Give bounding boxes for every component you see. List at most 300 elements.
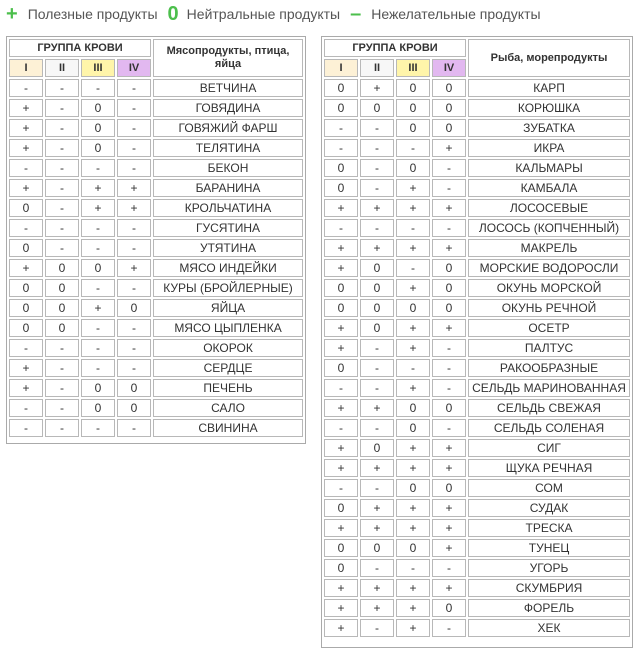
- blood-type-2-value: -: [360, 559, 394, 577]
- blood-type-4-value: +: [117, 179, 151, 197]
- blood-type-2-value: -: [45, 99, 79, 117]
- fish-table-container: [321, 36, 633, 648]
- blood-type-2-value: 0: [360, 99, 394, 117]
- product-name: ПЕЧЕНЬ: [153, 379, 303, 397]
- blood-type-3-value: +: [396, 239, 430, 257]
- table-row: [324, 279, 630, 297]
- blood-type-3-value: +: [396, 579, 430, 597]
- blood-type-1-value: +: [324, 399, 358, 417]
- blood-type-3-value: -: [396, 259, 430, 277]
- blood-type-3-value: -: [81, 159, 115, 177]
- blood-type-1-value: 0: [9, 319, 43, 337]
- meat-group-header: ГРУППА КРОВИ: [9, 39, 151, 57]
- blood-type-3-value: +: [81, 299, 115, 317]
- fish-table: [322, 37, 632, 639]
- blood-type-1-value: -: [9, 159, 43, 177]
- blood-type-3-value: 0: [81, 139, 115, 157]
- table-row: [324, 139, 630, 157]
- table-row: [324, 359, 630, 377]
- product-name: ОКОРОК: [153, 339, 303, 357]
- product-name: ТУНЕЦ: [468, 539, 630, 557]
- blood-type-2-value: +: [360, 579, 394, 597]
- blood-type-2-value: -: [45, 339, 79, 357]
- blood-type-2-value: -: [45, 219, 79, 237]
- table-row: [9, 419, 303, 437]
- table-row: [324, 179, 630, 197]
- blood-type-4-value: 0: [432, 599, 466, 617]
- blood-type-1-value: 0: [324, 279, 358, 297]
- blood-type-1-value: -: [324, 119, 358, 137]
- blood-type-2: II: [45, 59, 79, 77]
- blood-type-1-value: -: [324, 379, 358, 397]
- blood-type-2: II: [360, 59, 394, 77]
- table-row: [9, 119, 303, 137]
- blood-type-1-value: 0: [9, 239, 43, 257]
- blood-type-2-value: 0: [360, 539, 394, 557]
- fish-group-header: ГРУППА КРОВИ: [324, 39, 466, 57]
- blood-type-1: I: [9, 59, 43, 77]
- product-name: СУДАК: [468, 499, 630, 517]
- blood-type-3-value: 0: [396, 79, 430, 97]
- blood-type-4-value: -: [117, 139, 151, 157]
- blood-type-4-value: -: [117, 119, 151, 137]
- product-name: ГУСЯТИНА: [153, 219, 303, 237]
- product-name: КРОЛЬЧАТИНА: [153, 199, 303, 217]
- blood-type-2-value: 0: [360, 279, 394, 297]
- blood-type-2-value: +: [360, 519, 394, 537]
- table-row: [9, 339, 303, 357]
- blood-type-3: III: [81, 59, 115, 77]
- blood-type-3-value: -: [81, 319, 115, 337]
- product-name: СЕЛЬДЬ МАРИНОВАННАЯ: [468, 379, 630, 397]
- fish-table-body: [324, 79, 630, 637]
- legend-minus-symbol: –: [350, 3, 362, 25]
- product-name: РАКООБРАЗНЫЕ: [468, 359, 630, 377]
- table-row: [324, 99, 630, 117]
- blood-type-1-value: -: [9, 419, 43, 437]
- blood-type-4-value: +: [432, 239, 466, 257]
- blood-type-1-value: +: [324, 439, 358, 457]
- blood-type-2-value: -: [360, 619, 394, 637]
- blood-type-4-value: 0: [432, 119, 466, 137]
- blood-type-4-value: -: [432, 219, 466, 237]
- blood-type-2-value: +: [360, 239, 394, 257]
- product-name: ХЕК: [468, 619, 630, 637]
- blood-type-3-value: +: [396, 379, 430, 397]
- blood-type-2-value: -: [360, 159, 394, 177]
- blood-type-1-value: +: [324, 599, 358, 617]
- blood-type-4-value: +: [432, 519, 466, 537]
- blood-type-3-value: +: [396, 279, 430, 297]
- blood-type-3-value: +: [81, 179, 115, 197]
- fish-header-row: [324, 39, 630, 57]
- blood-type-2-value: -: [45, 199, 79, 217]
- blood-type-2-value: +: [360, 499, 394, 517]
- blood-type-1-value: +: [9, 99, 43, 117]
- blood-type-3-value: +: [396, 519, 430, 537]
- product-name: КОРЮШКА: [468, 99, 630, 117]
- meat-table-body: [9, 79, 303, 437]
- product-name: УТЯТИНА: [153, 239, 303, 257]
- blood-type-4-value: -: [117, 219, 151, 237]
- blood-type-2-value: 0: [360, 319, 394, 337]
- table-row: [9, 139, 303, 157]
- table-row: [324, 119, 630, 137]
- blood-type-4-value: 0: [117, 379, 151, 397]
- product-name: ЗУБАТКА: [468, 119, 630, 137]
- product-name: КАРП: [468, 79, 630, 97]
- product-name: ЩУКА РЕЧНАЯ: [468, 459, 630, 477]
- blood-type-2-value: -: [45, 239, 79, 257]
- blood-type-3-value: +: [396, 459, 430, 477]
- blood-type-3-value: +: [396, 199, 430, 217]
- table-row: [324, 219, 630, 237]
- table-row: [9, 279, 303, 297]
- product-name: ОКУНЬ МОРСКОЙ: [468, 279, 630, 297]
- blood-type-3-value: 0: [396, 299, 430, 317]
- blood-type-4-value: 0: [432, 479, 466, 497]
- product-name: ГОВЯЖИЙ ФАРШ: [153, 119, 303, 137]
- blood-type-4-value: -: [432, 419, 466, 437]
- blood-type-2-value: -: [360, 119, 394, 137]
- blood-type-2-value: +: [360, 399, 394, 417]
- blood-type-2-value: -: [45, 359, 79, 377]
- legend-plus-symbol: +: [6, 3, 18, 25]
- product-name: ОСЕТР: [468, 319, 630, 337]
- blood-type-4-value: 0: [432, 99, 466, 117]
- table-row: [324, 559, 630, 577]
- blood-type-4-value: +: [432, 139, 466, 157]
- blood-type-3-value: -: [396, 139, 430, 157]
- blood-type-2-value: -: [360, 379, 394, 397]
- legend-plus-label: Полезные продукты: [27, 6, 158, 22]
- blood-type-2-value: +: [360, 79, 394, 97]
- blood-type-2-value: -: [45, 79, 79, 97]
- table-row: [324, 239, 630, 257]
- legend-minus-label: Нежелательные продукты: [371, 6, 541, 22]
- blood-type-2-value: -: [45, 119, 79, 137]
- product-name: ПАЛТУС: [468, 339, 630, 357]
- product-name: ВЕТЧИНА: [153, 79, 303, 97]
- blood-type-4-value: 0: [432, 299, 466, 317]
- table-row: [9, 159, 303, 177]
- table-row: [324, 459, 630, 477]
- blood-type-4-value: -: [117, 99, 151, 117]
- blood-type-2-value: -: [45, 179, 79, 197]
- blood-type-1-value: +: [9, 119, 43, 137]
- blood-type-3-value: 0: [81, 379, 115, 397]
- blood-type-4-value: 0: [117, 399, 151, 417]
- blood-type-2-value: 0: [360, 259, 394, 277]
- blood-type-3-value: +: [396, 339, 430, 357]
- blood-type-4-value: -: [432, 559, 466, 577]
- blood-type-3-value: 0: [81, 259, 115, 277]
- meat-header-row: [9, 39, 303, 57]
- blood-type-2-value: +: [360, 459, 394, 477]
- blood-type-4-value: -: [432, 359, 466, 377]
- product-name: СИГ: [468, 439, 630, 457]
- table-row: [9, 199, 303, 217]
- blood-type-1-value: +: [324, 519, 358, 537]
- blood-type-4-value: -: [117, 419, 151, 437]
- table-row: [324, 319, 630, 337]
- product-name: ФОРЕЛЬ: [468, 599, 630, 617]
- blood-type-1-value: +: [324, 339, 358, 357]
- legend-zero-symbol: 0: [167, 3, 179, 25]
- blood-type-2-value: -: [360, 179, 394, 197]
- product-name: КАМБАЛА: [468, 179, 630, 197]
- blood-type-1-value: 0: [9, 299, 43, 317]
- blood-type-1-value: 0: [324, 159, 358, 177]
- blood-type-4-value: 0: [432, 79, 466, 97]
- product-name: СЕЛЬДЬ СОЛЕНАЯ: [468, 419, 630, 437]
- blood-type-4-value: +: [432, 319, 466, 337]
- blood-type-3-value: 0: [396, 479, 430, 497]
- blood-type-4-value: -: [432, 179, 466, 197]
- blood-type-2-value: +: [360, 599, 394, 617]
- blood-type-3-value: 0: [396, 159, 430, 177]
- blood-type-1-value: 0: [324, 559, 358, 577]
- blood-type-4-value: +: [432, 579, 466, 597]
- table-row: [324, 199, 630, 217]
- blood-type-4-value: +: [117, 259, 151, 277]
- product-name: ОКУНЬ РЕЧНОЙ: [468, 299, 630, 317]
- blood-type-3-value: -: [81, 339, 115, 357]
- blood-type-3-value: 0: [396, 419, 430, 437]
- product-name: КАЛЬМАРЫ: [468, 159, 630, 177]
- blood-type-2-value: -: [360, 339, 394, 357]
- blood-type-4-value: +: [432, 439, 466, 457]
- blood-type-4-value: -: [117, 319, 151, 337]
- blood-type-1-value: 0: [9, 199, 43, 217]
- table-row: [9, 179, 303, 197]
- blood-type-3: III: [396, 59, 430, 77]
- blood-type-1-value: +: [324, 319, 358, 337]
- blood-type-3-value: 0: [81, 119, 115, 137]
- blood-type-3-value: -: [396, 219, 430, 237]
- legend: [6, 2, 551, 26]
- product-name: САЛО: [153, 399, 303, 417]
- blood-type-1-value: -: [9, 339, 43, 357]
- blood-type-1-value: +: [9, 139, 43, 157]
- blood-type-1-value: -: [324, 479, 358, 497]
- blood-type-1-value: 0: [9, 279, 43, 297]
- table-row: [9, 379, 303, 397]
- blood-type-4-value: -: [432, 379, 466, 397]
- meat-table-container: [6, 36, 306, 444]
- blood-type-4: IV: [432, 59, 466, 77]
- blood-type-3-value: -: [81, 239, 115, 257]
- product-name: БЕКОН: [153, 159, 303, 177]
- blood-type-3-value: +: [396, 499, 430, 517]
- blood-type-3-value: -: [81, 359, 115, 377]
- meat-table: [7, 37, 305, 439]
- blood-type-1-value: 0: [324, 299, 358, 317]
- blood-type-1-value: -: [9, 219, 43, 237]
- product-name: СВИНИНА: [153, 419, 303, 437]
- blood-type-2-value: -: [360, 479, 394, 497]
- blood-type-3-value: 0: [396, 399, 430, 417]
- blood-type-3-value: 0: [396, 539, 430, 557]
- blood-type-2-value: 0: [360, 299, 394, 317]
- table-row: [9, 359, 303, 377]
- blood-type-1-value: 0: [324, 359, 358, 377]
- blood-type-3-value: 0: [396, 119, 430, 137]
- table-row: [324, 79, 630, 97]
- blood-type-4-value: -: [117, 279, 151, 297]
- blood-type-3-value: +: [396, 319, 430, 337]
- blood-type-4-value: -: [117, 339, 151, 357]
- blood-type-4-value: -: [117, 79, 151, 97]
- blood-type-1-value: +: [324, 199, 358, 217]
- blood-type-4-value: -: [432, 159, 466, 177]
- blood-type-4-value: -: [117, 159, 151, 177]
- table-row: [324, 339, 630, 357]
- table-row: [9, 79, 303, 97]
- blood-type-2-value: -: [45, 419, 79, 437]
- table-row: [324, 519, 630, 537]
- blood-type-1-value: 0: [324, 99, 358, 117]
- table-row: [324, 479, 630, 497]
- product-name: СОМ: [468, 479, 630, 497]
- product-name: УГОРЬ: [468, 559, 630, 577]
- blood-type-1-value: 0: [324, 79, 358, 97]
- blood-type-1-value: -: [324, 419, 358, 437]
- product-name: ИКРА: [468, 139, 630, 157]
- blood-type-2-value: 0: [45, 299, 79, 317]
- blood-type-4-value: 0: [432, 399, 466, 417]
- blood-type-1-value: 0: [324, 179, 358, 197]
- table-row: [324, 399, 630, 417]
- blood-type-4: IV: [117, 59, 151, 77]
- blood-type-2-value: 0: [45, 319, 79, 337]
- table-row: [324, 499, 630, 517]
- blood-type-1-value: -: [9, 399, 43, 417]
- table-row: [9, 219, 303, 237]
- table-row: [9, 319, 303, 337]
- blood-type-2-value: -: [360, 419, 394, 437]
- product-name: МЯСО ИНДЕЙКИ: [153, 259, 303, 277]
- blood-type-1-value: +: [9, 179, 43, 197]
- blood-type-3-value: +: [81, 199, 115, 217]
- table-row: [9, 99, 303, 117]
- product-name: ЛОСОСЕВЫЕ: [468, 199, 630, 217]
- blood-type-3-value: +: [396, 599, 430, 617]
- product-name: ЛОСОСЬ (КОПЧЕННЫЙ): [468, 219, 630, 237]
- blood-type-2-value: -: [360, 139, 394, 157]
- product-name: ЯЙЦА: [153, 299, 303, 317]
- product-name: ГОВЯДИНА: [153, 99, 303, 117]
- blood-type-3-value: +: [396, 439, 430, 457]
- table-row: [324, 299, 630, 317]
- blood-type-1-value: 0: [324, 499, 358, 517]
- blood-type-2-value: -: [45, 379, 79, 397]
- blood-type-1-value: +: [324, 259, 358, 277]
- blood-type-3-value: -: [396, 359, 430, 377]
- blood-type-4-value: +: [432, 459, 466, 477]
- blood-type-4-value: -: [117, 359, 151, 377]
- blood-type-4-value: 0: [432, 259, 466, 277]
- blood-type-3-value: -: [81, 419, 115, 437]
- table-row: [324, 419, 630, 437]
- blood-type-2-value: -: [360, 219, 394, 237]
- product-name: КУРЫ (БРОЙЛЕРНЫЕ): [153, 279, 303, 297]
- blood-type-1-value: +: [9, 259, 43, 277]
- blood-type-4-value: -: [432, 619, 466, 637]
- blood-type-3-value: +: [396, 179, 430, 197]
- blood-type-2-value: 0: [45, 279, 79, 297]
- blood-type-1-value: +: [324, 459, 358, 477]
- table-row: [324, 579, 630, 597]
- table-row: [9, 239, 303, 257]
- product-name: БАРАНИНА: [153, 179, 303, 197]
- product-name: СЕРДЦЕ: [153, 359, 303, 377]
- table-row: [9, 299, 303, 317]
- blood-type-3-value: 0: [81, 399, 115, 417]
- table-row: [9, 399, 303, 417]
- blood-type-1-value: +: [9, 379, 43, 397]
- blood-type-4-value: -: [117, 239, 151, 257]
- product-name: СЕЛЬДЬ СВЕЖАЯ: [468, 399, 630, 417]
- blood-type-2-value: +: [360, 199, 394, 217]
- blood-type-3-value: 0: [396, 99, 430, 117]
- blood-type-3-value: -: [81, 79, 115, 97]
- blood-type-3-value: +: [396, 619, 430, 637]
- blood-type-4-value: +: [432, 199, 466, 217]
- blood-type-4-value: 0: [432, 279, 466, 297]
- blood-type-1-value: -: [9, 79, 43, 97]
- blood-type-4-value: +: [117, 199, 151, 217]
- blood-type-3-value: 0: [81, 99, 115, 117]
- blood-type-2-value: -: [360, 359, 394, 377]
- blood-type-1-value: +: [324, 239, 358, 257]
- table-row: [324, 159, 630, 177]
- product-name: ТЕЛЯТИНА: [153, 139, 303, 157]
- meat-item-header: Мясопродукты, птица, яйца: [153, 39, 303, 77]
- product-name: МЯСО ЦЫПЛЕНКА: [153, 319, 303, 337]
- blood-type-1-value: +: [324, 619, 358, 637]
- blood-type-4-value: +: [432, 499, 466, 517]
- blood-type-1-value: -: [324, 219, 358, 237]
- table-row: [324, 619, 630, 637]
- blood-type-2-value: 0: [360, 439, 394, 457]
- product-name: СКУМБРИЯ: [468, 579, 630, 597]
- blood-type-2-value: -: [45, 159, 79, 177]
- blood-type-3-value: -: [81, 219, 115, 237]
- blood-type-3-value: -: [396, 559, 430, 577]
- blood-type-1-value: 0: [324, 539, 358, 557]
- blood-type-4-value: +: [432, 539, 466, 557]
- legend-zero-label: Нейтральные продукты: [186, 6, 341, 22]
- blood-type-1-value: +: [324, 579, 358, 597]
- product-name: МОРСКИЕ ВОДОРОСЛИ: [468, 259, 630, 277]
- fish-item-header: Рыба, морепродукты: [468, 39, 630, 77]
- table-row: [324, 379, 630, 397]
- blood-type-1-value: +: [9, 359, 43, 377]
- blood-type-4-value: -: [432, 339, 466, 357]
- table-row: [324, 539, 630, 557]
- blood-type-1-value: -: [324, 139, 358, 157]
- table-row: [9, 259, 303, 277]
- table-row: [324, 439, 630, 457]
- table-row: [324, 259, 630, 277]
- blood-type-2-value: -: [45, 139, 79, 157]
- blood-type-2-value: -: [45, 399, 79, 417]
- blood-type-4-value: 0: [117, 299, 151, 317]
- blood-type-2-value: 0: [45, 259, 79, 277]
- product-name: ТРЕСКА: [468, 519, 630, 537]
- blood-type-3-value: -: [81, 279, 115, 297]
